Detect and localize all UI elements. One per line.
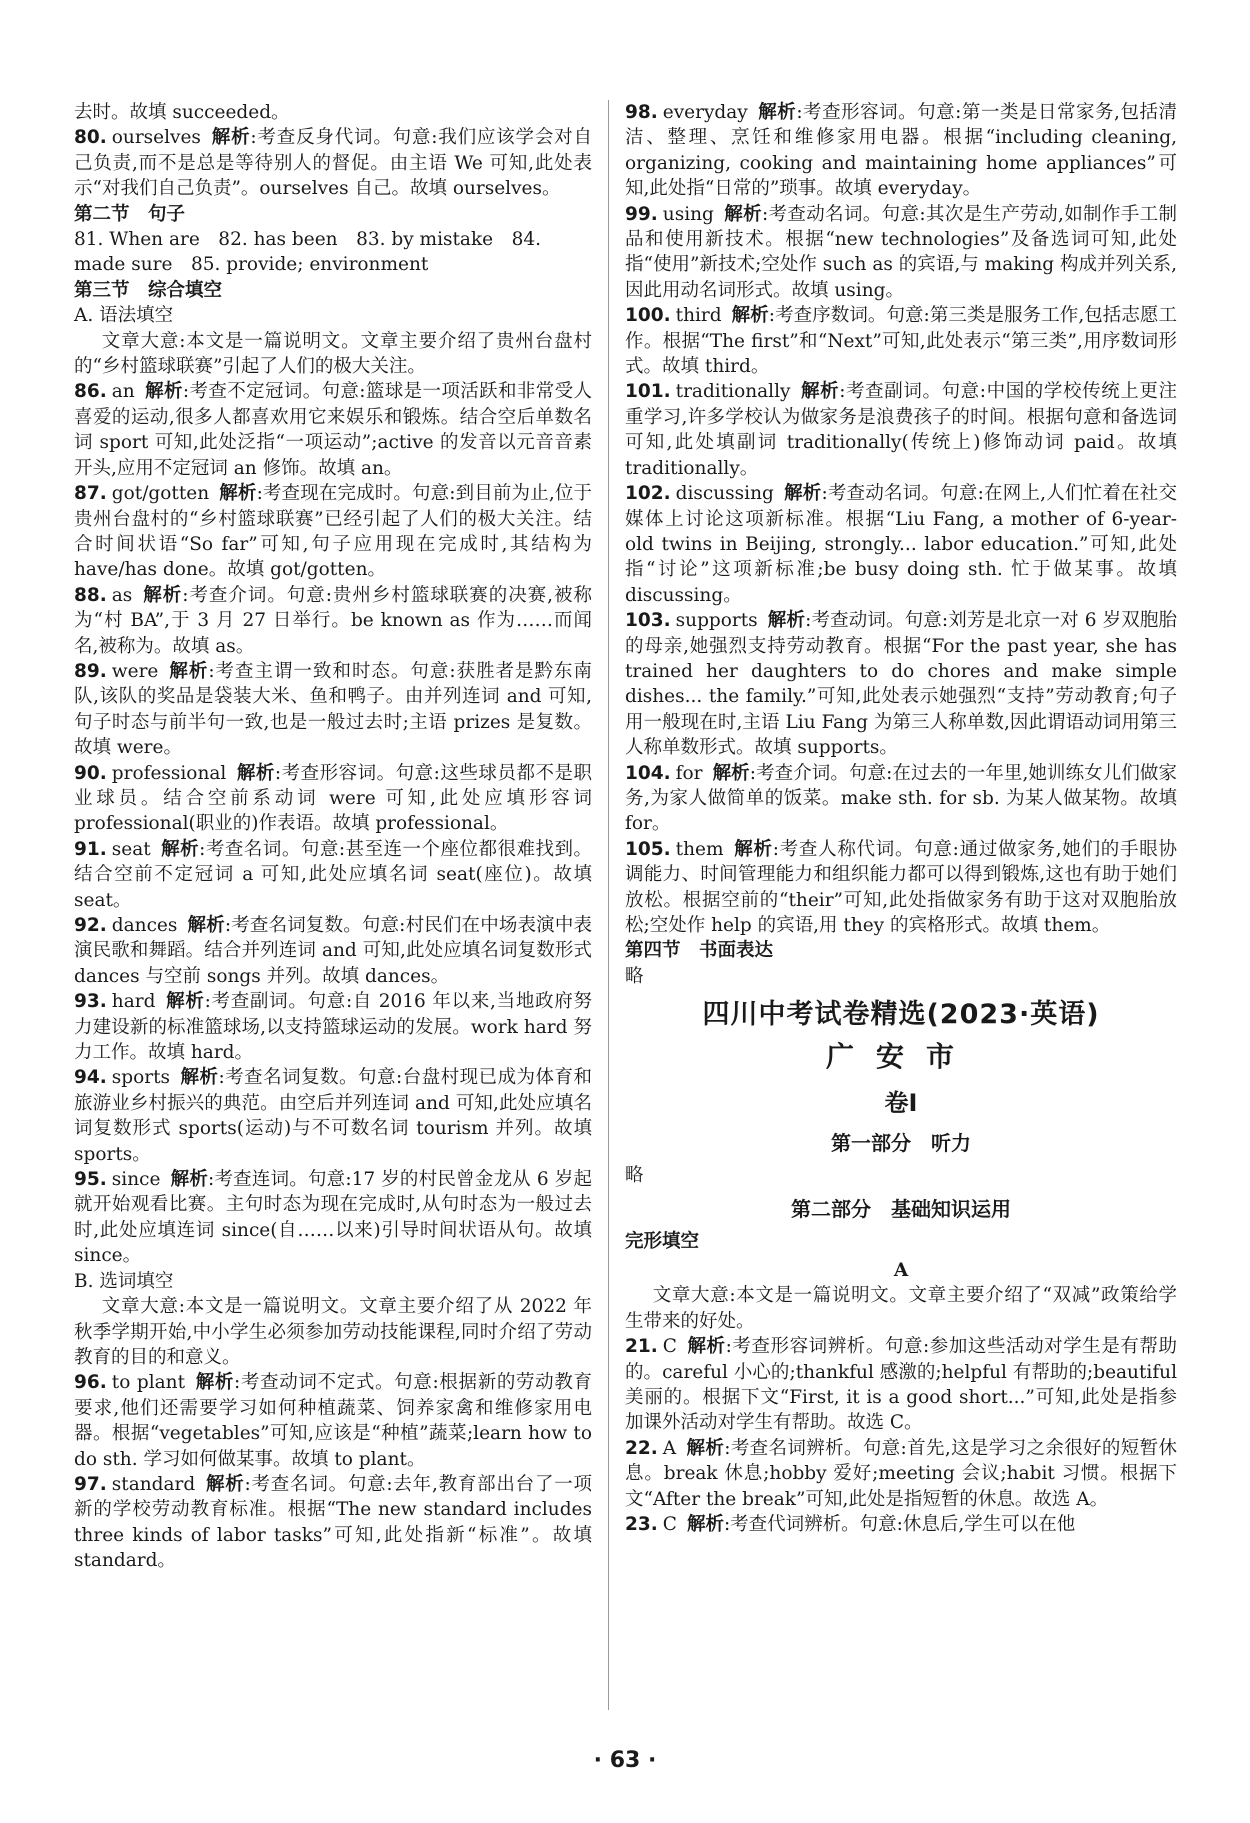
part-heading: 第一部分 听力 xyxy=(831,1131,971,1156)
item-number: 96. xyxy=(74,1372,107,1394)
item-answer: since xyxy=(111,1169,161,1191)
analysis-label: 解析 xyxy=(165,991,205,1013)
analysis-text: :考查形容词辨析。句意:参加这些活动对学生是有帮助的。careful 小心的;thankful 感激的;helpful 有帮助的;beautiful 美丽的。根据下文“First, it is a good short...”可知,此处是指参加课外活动对学生有帮助。故选 C。 xyxy=(625,1336,1177,1434)
answer-item xyxy=(74,583,592,659)
item-number: 21. xyxy=(625,1336,658,1358)
item-number: 92. xyxy=(74,915,107,936)
analysis-text: :考查名词复数。句意:村民们在中场表演中表演民歌和舞蹈。结合并列连词 and 可知,此处应填名词复数形式 dances 与空前 songs 并列。故填 dances。 xyxy=(74,915,592,987)
analysis-label: 解析 xyxy=(170,1169,209,1191)
analysis-text: :考查形容词。句意:这些球员都不是职业球员。结合空前系动词 were 可知,此处应填形容词 professional(职业的)作表语。故填 professional。 xyxy=(74,762,592,835)
answer-item xyxy=(625,379,1177,481)
analysis-text: :考查名词。句意:甚至连一个座位都很难找到。结合空前不定冠词 a 可知,此处应填名词 seat(座位)。故填 seat。 xyxy=(74,838,592,911)
item-number: 99. xyxy=(625,203,658,225)
answer-item-80 xyxy=(74,125,592,201)
analysis-label: 解析 xyxy=(733,838,773,860)
volume-title: 卷Ⅰ xyxy=(884,1089,918,1118)
answer-item xyxy=(625,481,1177,608)
analysis-text: :考查名词复数。句意:台盘村现已成为体育和旅游业乡村振兴的典范。由空后并列连词 and 可知,此处应填名词复数形式 sports(运动)与不可数名词 tourism 并列。故填 sports。 xyxy=(74,1067,592,1165)
answer-item xyxy=(625,1436,1177,1512)
analysis-text: :考查连词。句意:17 岁的村民曾金龙从 6 岁起就开始观看比赛。主句时态为现在完成时,从句时态为一般过去时,此处应填连词 since(自……以来)引导时间状语从句。故填 since。 xyxy=(74,1169,592,1267)
analysis-label: 解析 xyxy=(686,1514,724,1536)
answer-item xyxy=(625,761,1177,837)
answer-item xyxy=(74,379,592,481)
analysis-label: 解析 xyxy=(767,610,806,632)
item-answer: A xyxy=(662,1437,677,1459)
item-answer: C xyxy=(662,1514,677,1536)
analysis-text: :考查人称代词。句意:通过做家务,她们的手眼协调能力、时间管理能力和组织能力都可以得到锻炼,这也有助于她们放松。根据空前的“their”可知,此处指做家务有助于这对双胞胎放松;空处作 help 的宾语,用 they 的宾格形式。故填 them。 xyxy=(625,838,1177,936)
item-number: 90. xyxy=(74,762,107,784)
answer-item xyxy=(625,1334,1177,1436)
item-number: 103. xyxy=(625,610,671,632)
answer-item xyxy=(625,837,1177,939)
answer-item xyxy=(625,608,1177,760)
section-heading: 第三节 综合填空 xyxy=(74,279,223,301)
page-number: · 63 · xyxy=(593,1748,657,1773)
answer-item xyxy=(74,913,592,989)
analysis-text: :考查动词不定式。句意:根据新的劳动教育要求,他们还需要学习如何种植蔬菜、饲养家禽和维修家用电器。根据“vegetables”可知,应该是“种植”蔬菜;learn how to do sth. 学习如何做某事。故填 to plant。 xyxy=(74,1372,592,1470)
answer-item xyxy=(74,837,592,913)
section-heading: 第四节 书面表达 xyxy=(625,940,774,962)
item-answer: ourselves xyxy=(111,127,201,149)
column-divider xyxy=(608,100,609,1710)
item-number: 105. xyxy=(625,838,671,860)
answer-item xyxy=(74,1370,592,1472)
item-number: 100. xyxy=(625,305,671,327)
item-number: 95. xyxy=(74,1169,107,1191)
analysis-label: 解析 xyxy=(142,584,183,606)
item-answer: got/gotten xyxy=(111,483,210,505)
item-number: 104. xyxy=(625,762,671,784)
analysis-label: 解析 xyxy=(195,1372,235,1394)
analysis-text: :考查名词。句意:去年,教育部出台了一项新的学校劳动教育标准。根据“The new standard includes three kinds of labor tasks”可知,此处指新“标准”。故填 standard。 xyxy=(74,1473,592,1572)
item-number: 89. xyxy=(74,660,107,682)
answer-item xyxy=(74,481,592,583)
item-answer: dances xyxy=(111,915,178,936)
item-number: 80. xyxy=(74,127,107,149)
analysis-label: 解析 xyxy=(205,1473,245,1495)
answer-item xyxy=(74,989,592,1065)
section-heading: 第二节 句子 xyxy=(74,203,186,225)
analysis-text: :考查介词。句意:在过去的一年里,她训练女儿们做家务,为家人做简单的饭菜。make sth. for sb. 为某人做某物。故填 for。 xyxy=(625,762,1177,835)
part-a-heading: A. 语法填空 xyxy=(74,305,174,327)
item-number: 86. xyxy=(74,381,107,403)
answer-item xyxy=(74,1167,592,1269)
cloze-heading: 完形填空 xyxy=(625,1230,700,1252)
analysis-text: :考查不定冠词。句意:篮球是一项活跃和非常受人喜爱的运动,很多人都喜欢用它来娱乐和锻炼。结合空后单数名词 sport 可知,此处泛指“一项运动”;active 的发音以元音音素开头,应用不定冠词 an 修饰。故填 an。 xyxy=(74,381,592,479)
analysis-text: :考查副词。句意:中国的学校传统上更注重学习,许多学校认为做家务是浪费孩子的时间。根据句意和备选词可知,此处填副词 traditionally(传统上)修饰动词 paid。故填 traditionally。 xyxy=(625,381,1177,479)
item-answer: them xyxy=(675,838,724,860)
answer-item xyxy=(625,1512,1177,1537)
analysis-text: :考查形容词。句意:第一类是日常家务,包括清洁、整理、烹饪和维修家用电器。根据“including cleaning, organizing, cooking and maintaining home appliances”可知,此处指“日常的”琐事。故填 everyday。 xyxy=(625,102,1177,200)
item-answer: everyday xyxy=(662,102,748,123)
item-answer: supports xyxy=(675,610,758,632)
answers-81-85: 81. When are 82. has been 83. by mistake 84. made sure 85. provide; environment xyxy=(74,229,542,276)
continuation-line: 去时。故填 succeeded。 xyxy=(74,102,290,123)
analysis-label: 解析 xyxy=(712,762,750,784)
analysis-label: 解析 xyxy=(731,305,769,327)
item-answer: to plant xyxy=(111,1372,186,1394)
item-number: 91. xyxy=(74,838,107,860)
analysis-text: :考查代词辨析。句意:休息后,学生可以在他 xyxy=(723,1514,1076,1536)
item-number: 102. xyxy=(625,483,671,505)
analysis-label: 解析 xyxy=(236,762,275,784)
item-answer: hard xyxy=(111,991,156,1013)
item-number: 22. xyxy=(625,1437,658,1459)
city-title: 广安市 xyxy=(825,1040,976,1074)
analysis-label: 解析 xyxy=(723,203,762,225)
item-answer: professional xyxy=(111,762,227,784)
answer-item xyxy=(74,659,592,761)
right-column xyxy=(625,100,1177,1538)
analysis-text: :考查名词辨析。句意:首先,这是学习之余很好的短暂休息。break 休息;hobby 爱好;meeting 会议;habit 习惯。根据下文“After the break”可知,此处是指短暂的休息。故选 A。 xyxy=(625,1437,1177,1510)
analysis-text: :考查动词。句意:刘芳是北京一对 6 岁双胞胎的母亲,她强烈支持劳动教育。根据“For the past year, she has trained her daughters to do chores and make simple dishes... the family.”可知,此处表示她强烈“支持”劳动教育;句子用一般现在时,主语 Liu Fang 为第三人称单数,因此谓语动词用第三人称单数形式。故填 supports。 xyxy=(625,610,1177,759)
item-number: 87. xyxy=(74,483,107,505)
item-answer: sports xyxy=(111,1067,171,1089)
part-heading: 第二部分 基础知识运用 xyxy=(791,1196,1011,1221)
answer-item xyxy=(74,1065,592,1167)
analysis-text: :考查主谓一致和时态。句意:获胜者是黔东南队,该队的奖品是袋装大米、鱼和鸭子。由并列连词 and 可知,句子时态与前半句一致,也是一般过去时;主语 prizes 是复数。故填 were。 xyxy=(74,660,592,759)
item-answer: using xyxy=(662,203,714,225)
part-b-heading: B. 选词填空 xyxy=(74,1270,174,1292)
item-number: 23. xyxy=(625,1514,658,1536)
answer-item xyxy=(625,100,1177,202)
item-number: 93. xyxy=(74,991,107,1013)
analysis-text: :考查动名词。句意:其次是生产劳动,如制作手工制品和使用新技术。根据“new technologies”及备选词可知,此处指“使用”新技术;空处作 such as 的宾语,与 making 构成并列关系,因此用动名词形式。故填 using。 xyxy=(625,203,1177,301)
item-answer: C xyxy=(662,1336,677,1358)
analysis-label: 解析 xyxy=(168,660,209,682)
article-summary: 文章大意:本文是一篇说明文。文章主要介绍了从 2022 年秋季学期开始,中小学生必须参加劳动技能课程,同时介绍了劳动教育的目的和意义。 xyxy=(74,1296,592,1368)
analysis-label: 解析 xyxy=(144,381,183,403)
exam-title: 四川中考试卷精选(2023·英语) xyxy=(702,999,1100,1031)
item-answer: discussing xyxy=(675,483,774,505)
item-answer: seat xyxy=(111,838,151,860)
analysis-label: 解析 xyxy=(210,127,251,149)
item-answer: an xyxy=(111,381,135,403)
analysis-label: 解析 xyxy=(219,483,257,505)
analysis-text: :考查动名词。句意:在网上,人们忙着在社交媒体上讨论这项新标准。根据“Liu Fang, a mother of 6-year-old twins in Beijing, strongly... labor education.”可知,此处指“讨论”这项新标准;be busy doing sth. 忙于做某事。故填 discussing。 xyxy=(625,483,1177,606)
item-number: 88. xyxy=(74,584,107,606)
item-answer: traditionally xyxy=(675,381,791,403)
analysis-text: :考查现在完成时。句意:到目前为止,位于贵州台盘村的“乡村篮球联赛”已经引起了人们的极大关注。结合时间状语“So far”可知,句子应用现在完成时,其结构为 have/has done。故填 got/gotten。 xyxy=(74,483,592,581)
analysis-label: 解析 xyxy=(686,1336,726,1358)
answer-item xyxy=(74,761,592,837)
omitted-note: 略 xyxy=(625,1165,644,1187)
item-number: 98. xyxy=(625,102,658,123)
item-answer: as xyxy=(111,584,133,606)
analysis-label: 解析 xyxy=(783,483,822,505)
item-number: 101. xyxy=(625,381,671,403)
answer-item xyxy=(625,202,1177,304)
answer-item xyxy=(625,303,1177,379)
analysis-text: :考查反身代词。句意:我们应该学会对自己负责,而不是总是等待别人的督促。由主语 We 可知,此处表示“对我们自己负责”。ourselves 自己。故填 ourselves。 xyxy=(74,127,592,200)
article-summary: 文章大意:本文是一篇说明文。文章主要介绍了贵州台盘村的“乡村篮球联赛”引起了人们的极大关注。 xyxy=(74,330,592,378)
analysis-text: :考查介词。句意:贵州乡村篮球联赛的决赛,被称为“村 BA”,于 3 月 27 日举行。be known as 作为……而闻名,被称为。故填 as。 xyxy=(74,584,592,657)
omitted-note: 略 xyxy=(625,965,644,987)
analysis-text: :考查副词。句意:自 2016 年以来,当地政府努力建设新的标准篮球场,以支持篮球运动的发展。work hard 努力工作。故填 hard。 xyxy=(74,991,592,1064)
item-number: 97. xyxy=(74,1473,107,1495)
analysis-text: :考查序数词。句意:第三类是服务工作,包括志愿工作。根据“The first”和“Next”可知,此处表示“第三类”,用序数词形式。故填 third。 xyxy=(625,305,1177,378)
analysis-label: 解析 xyxy=(757,102,797,123)
item-answer: third xyxy=(675,305,722,327)
item-answer: standard xyxy=(111,1473,196,1495)
passage-letter: A xyxy=(893,1260,909,1282)
item-answer: for xyxy=(675,762,703,784)
item-number: 94. xyxy=(74,1067,107,1089)
left-column xyxy=(74,100,592,1574)
item-answer: were xyxy=(111,660,159,682)
analysis-label: 解析 xyxy=(160,838,200,860)
analysis-label: 解析 xyxy=(187,915,225,936)
analysis-label: 解析 xyxy=(180,1067,219,1089)
answer-item xyxy=(74,1472,592,1574)
analysis-label: 解析 xyxy=(800,381,840,403)
analysis-label: 解析 xyxy=(686,1437,725,1459)
article-summary: 文章大意:本文是一篇说明文。文章主要介绍了“双减”政策给学生带来的好处。 xyxy=(625,1285,1177,1332)
